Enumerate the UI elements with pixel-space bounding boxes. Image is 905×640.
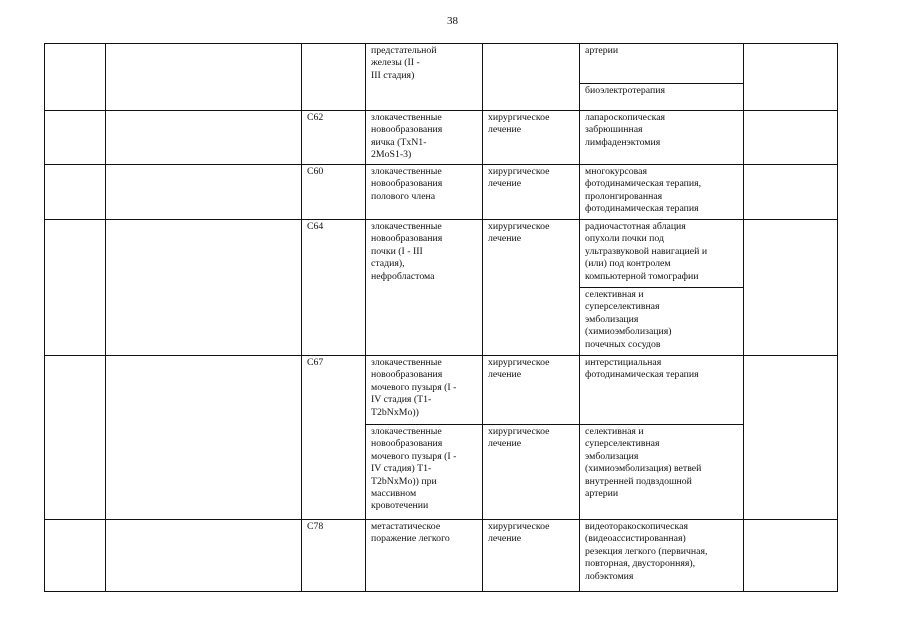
col-1-cell xyxy=(45,220,106,356)
method-cell xyxy=(580,44,744,84)
method-text: многокурсовая фотодинамическая терапия, пролонгированная фотодинамическая терапия xyxy=(585,166,702,215)
method-text: интерстициальная фотодинамическая терапия xyxy=(585,357,699,381)
treatment-cell xyxy=(483,165,580,220)
code-text: C67 xyxy=(307,357,324,368)
disease-cell xyxy=(366,111,483,165)
treatment-text: хирургическое лечение xyxy=(488,357,550,381)
treatment-cell xyxy=(483,111,580,165)
treatment-cell xyxy=(483,356,580,425)
col-2-cell xyxy=(106,44,302,111)
col-7-cell xyxy=(744,111,838,165)
method-text: лапароскопическая забрюшинная лимфаденэктомия xyxy=(585,112,666,148)
col-7-cell xyxy=(744,520,838,592)
col-1-cell xyxy=(45,356,106,520)
method-text: артерии xyxy=(585,45,619,56)
method-cell xyxy=(580,356,744,425)
method-cell xyxy=(580,425,744,520)
code-text: C78 xyxy=(307,521,324,532)
col-1-cell xyxy=(45,520,106,592)
table-row xyxy=(45,520,838,592)
table-row xyxy=(45,165,838,220)
code-cell xyxy=(302,111,366,165)
code-cell xyxy=(302,520,366,592)
col-2-cell xyxy=(106,111,302,165)
col-2-cell xyxy=(106,356,302,520)
treatment-text: хирургическое лечение xyxy=(488,166,550,190)
method-text: биоэлектротерапия xyxy=(585,85,665,96)
code-text: C60 xyxy=(307,166,324,177)
col-7-cell xyxy=(744,220,838,356)
method-text: селективная и суперселективная эмболизация (химиоэмболизация) почечных сосудов xyxy=(585,289,672,350)
method-cell xyxy=(580,84,744,111)
disease-cell xyxy=(366,165,483,220)
table-row xyxy=(45,111,838,165)
table-row xyxy=(45,220,838,288)
disease-cell xyxy=(366,520,483,592)
disease-text: злокачественные новообразования мочевого пузыря (I - IV стадия) T1- T2bNxMo)) при массивном кровотечении xyxy=(371,426,457,512)
code-text: C64 xyxy=(307,221,324,232)
disease-text: злокачественные новообразования почки (I - III стадия), нефробластома xyxy=(371,221,443,282)
treatment-cell xyxy=(483,425,580,520)
disease-text: злокачественные новообразования мочевого пузыря (I - IV стадия (T1- T2bNxMo)) xyxy=(371,357,457,418)
method-cell xyxy=(580,165,744,220)
col-7-cell xyxy=(744,356,838,520)
col-2-cell xyxy=(106,165,302,220)
disease-text: предстательной железы (II - III стадия) xyxy=(371,45,437,81)
code-text: C62 xyxy=(307,112,324,123)
method-cell xyxy=(580,520,744,592)
code-cell xyxy=(302,44,366,111)
col-1-cell xyxy=(45,44,106,111)
disease-cell xyxy=(366,220,483,356)
disease-cell xyxy=(366,425,483,520)
col-2-cell xyxy=(106,520,302,592)
method-text: селективная и суперселективная эмболизация (химиоэмболизация) ветвей внутренней подвздошной артерии xyxy=(585,426,702,500)
page-number: 38 xyxy=(447,15,458,27)
treatment-text: хирургическое лечение xyxy=(488,112,550,136)
col-1-cell xyxy=(45,111,106,165)
treatment-cell xyxy=(483,44,580,111)
treatment-cell xyxy=(483,520,580,592)
treatment-text: хирургическое лечение xyxy=(488,521,550,545)
disease-cell xyxy=(366,44,483,111)
method-text: радиочастотная аблация опухоли почки под ультразвуковой навигацией и (или) под контролем компьютерной томографии xyxy=(585,221,708,282)
treatment-text: хирургическое лечение xyxy=(488,221,550,245)
method-text: видеоторакоскопическая (видеоассистированная) резекция легкого (первичная, повторная, двусторонняя), лобэктомия xyxy=(585,521,708,582)
disease-text: злокачественные новообразования полового члена xyxy=(371,166,443,202)
treatment-text: хирургическое лечение xyxy=(488,426,550,450)
treatment-cell xyxy=(483,220,580,356)
disease-cell xyxy=(366,356,483,425)
method-cell xyxy=(580,220,744,288)
disease-text: злокачественные новообразования яичка (TxN1- 2MoS1-3) xyxy=(371,112,443,161)
disease-text: метастатическое поражение легкого xyxy=(371,521,450,545)
col-2-cell xyxy=(106,220,302,356)
table-row xyxy=(45,356,838,425)
method-cell xyxy=(580,288,744,356)
method-cell xyxy=(580,111,744,165)
col-7-cell xyxy=(744,165,838,220)
medical-procedures-table xyxy=(44,43,838,592)
table-row xyxy=(45,44,838,84)
col-7-cell xyxy=(744,44,838,111)
code-cell xyxy=(302,220,366,356)
code-cell xyxy=(302,165,366,220)
code-cell xyxy=(302,356,366,520)
col-1-cell xyxy=(45,165,106,220)
